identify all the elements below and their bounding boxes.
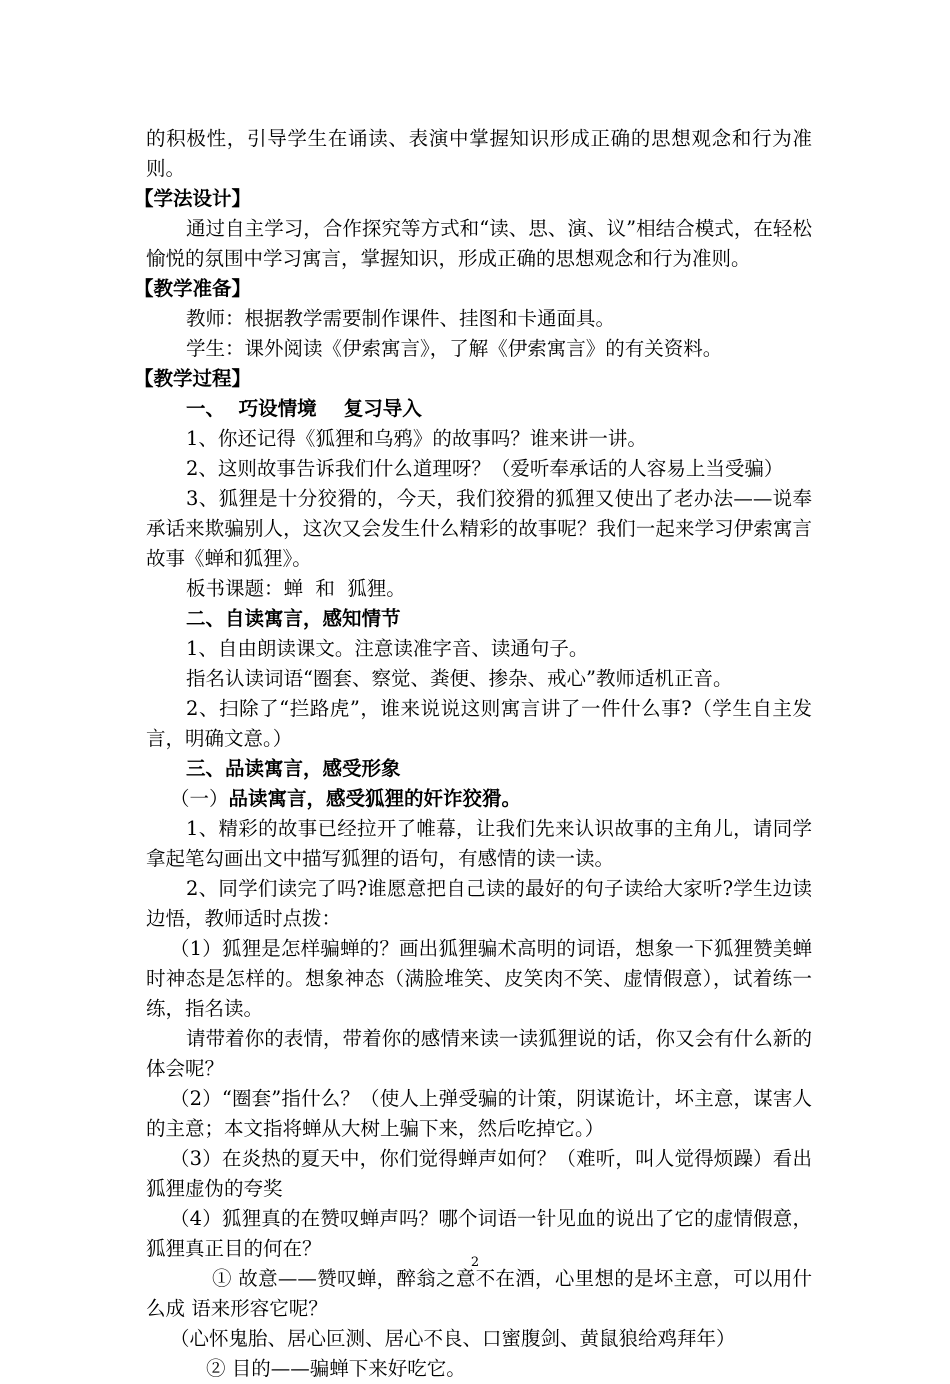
section-3-title: 三、品读寓言，感受形象 [186,757,401,780]
page-number: 2 [470,1255,480,1270]
section-1-item-1: 1、你还记得《狐狸和乌鸦》的故事吗？谁来讲一讲。 [186,427,647,450]
question-4: （4）狐狸真的在赞叹蝉声吗？哪个词语一针见血的说出了它的虚情假意，狐狸真正目的何在？ [146,1207,812,1260]
heading-preparation: 【教学准备】 [134,277,252,300]
section-2-item-2: 指名认读词语“圈套、察觉、粪便、掺杂、戒心”教师适机正音。 [186,667,733,690]
heading-teaching-process: 【教学过程】 [134,367,252,390]
answer-1-idioms: （心怀鬼胎、居心叵测、居心不良、口蜜腹剑、黄鼠狼给鸡拜年） [170,1327,736,1350]
question-3: （3）在炎热的夏天中，你们觉得蝉声如何？（难听，叫人觉得烦躁）看出狐狸虚伪的夸奖 [146,1147,812,1200]
section-1-title: 一、 巧设情境 复习导入 [186,397,422,420]
paragraph-study-method: 通过自主学习，合作探究等方式和“读、思、演、议”相结合模式，在轻松愉悦的氛围中学习寓言，掌握知识，形成正确的思想观念和行为准则。 [146,217,812,270]
section-1-board-title: 板书课题：蝉 和 狐狸。 [186,577,406,600]
section-3-subtitle-prefix: （一） [170,787,229,810]
section-3-subtitle [146,784,812,814]
answer-1: ① 故意——赞叹蝉，醉翁之意不在酒，心里想的是坏主意，可以用什么成 语来形容它呢？ [146,1267,812,1320]
paragraph-teacher-prep: 教师：根据教学需要制作课件、挂图和卡通面具。 [186,307,616,330]
section-3-item-2: 2、同学们读完了吗?谁愿意把自己读的最好的句子读给大家听?学生边读边悟，教师适时点拨： [146,877,812,930]
question-1-followup: 请带着你的表情，带着你的感情来读一读狐狸说的话，你又会有什么新的体会呢？ [146,1027,812,1080]
question-2: （2）“圈套”指什么？（使人上弹受骗的计策，阴谋诡计，坏主意，谋害人的主意；本文指将蝉从大树上骗下来，然后吃掉它。） [146,1087,812,1140]
section-2-item-3: 2、扫除了“拦路虎”，谁来说说这则寓言讲了一件什么事?（学生自主发言，明确文意。） [146,697,812,750]
section-1-item-3: 3、狐狸是十分狡猾的，今天，我们狡猾的狐狸又使出了老办法——说奉承话来欺骗别人，这次又会发生什么精彩的故事呢？我们一起来学习伊索寓言故事《蝉和狐狸》。 [146,487,812,570]
paragraph-intro-continued: 的积极性，引导学生在诵读、表演中掌握知识形成正确的思想观念和行为准则。 [146,127,812,180]
section-3-item-1: 1、精彩的故事已经拉开了帷幕，让我们先来认识故事的主角儿，请同学拿起笔勾画出文中描写狐狸的语句，有感情的读一读。 [146,817,812,870]
heading-study-method: 【学法设计】 [134,187,252,210]
answer-2: ② 目的——骗蝉下来好吃它。 [206,1357,466,1380]
section-1-item-2: 2、这则故事告诉我们什么道理呀？（爱听奉承话的人容易上当受骗） [186,457,784,480]
document-body [134,124,812,1384]
question-1: （1）狐狸是怎样骗蝉的？画出狐狸骗术高明的词语，想象一下狐狸赞美蝉时神态是怎样的。想象神态（满脸堆笑、皮笑肉不笑、虚情假意），试着练一练，指名读。 [146,937,812,1020]
paragraph-student-prep: 学生：课外阅读《伊索寓言》，了解《伊索寓言》的有关资料。 [186,337,723,360]
section-2-item-1: 1、自由朗读课文。注意读准字音、读通句子。 [186,637,589,660]
section-3-subtitle-text: 品读寓言，感受狐狸的奸诈狡猾。 [228,787,522,810]
section-2-title: 二、自读寓言，感知情节 [186,607,401,630]
